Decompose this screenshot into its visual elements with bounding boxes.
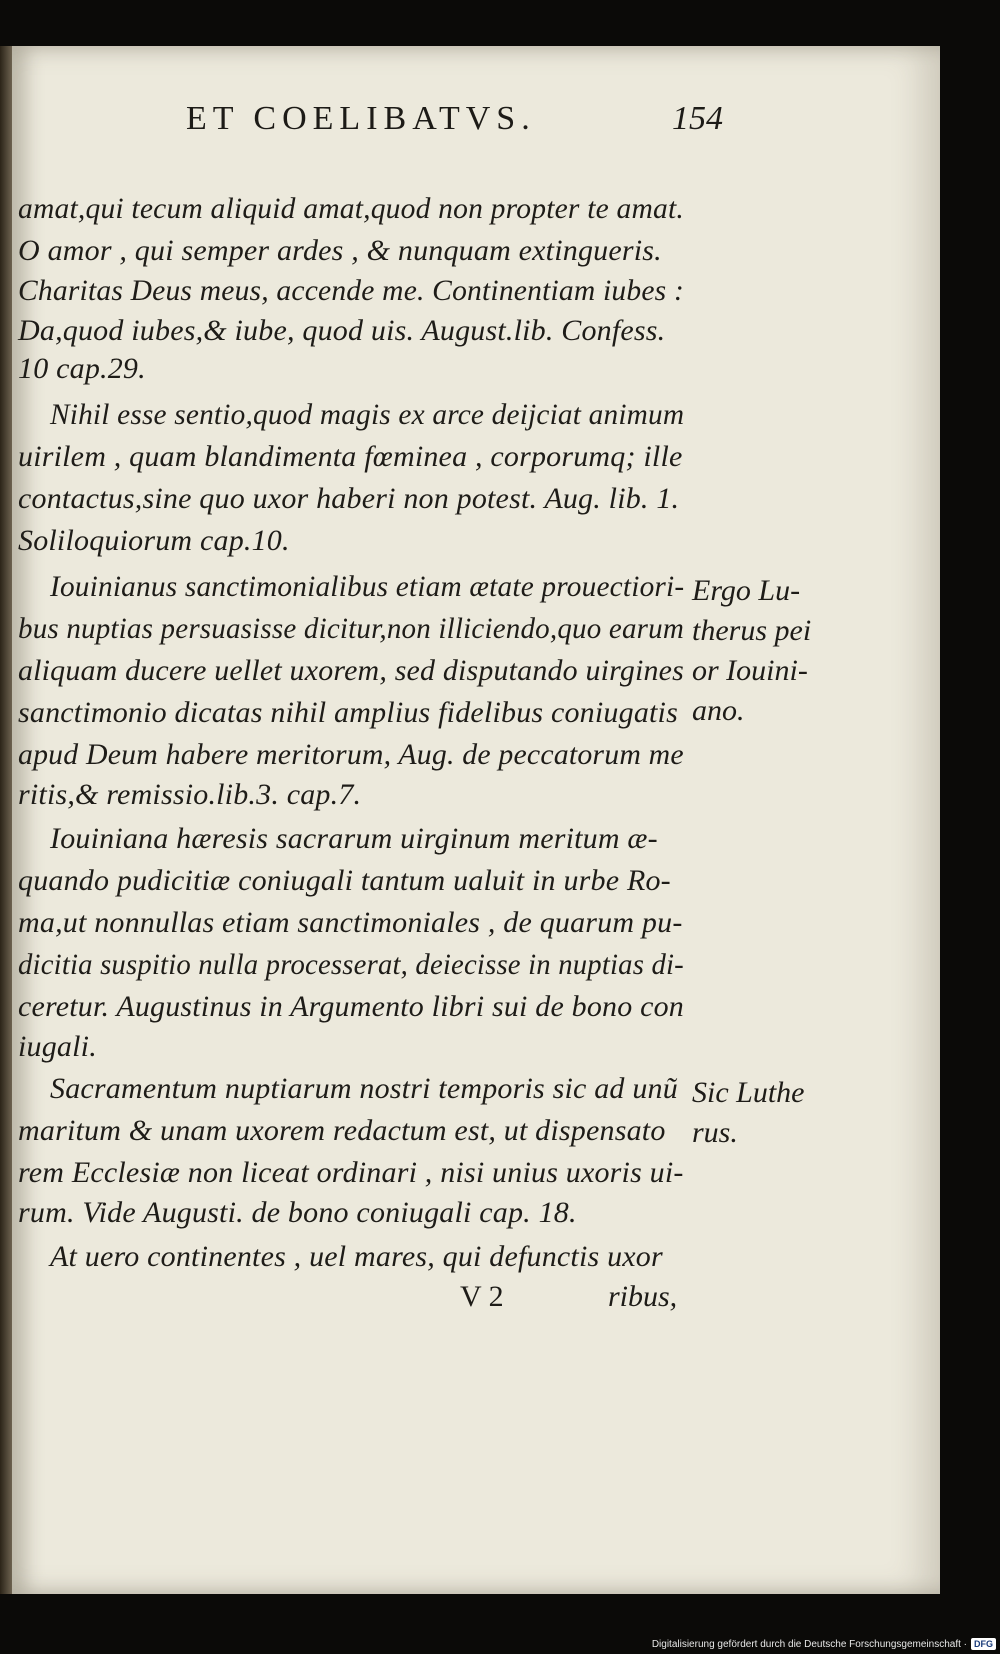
text-line: uirilem , quam blandimenta fœminea , corporumq; ille [18,440,683,473]
text-line: bus nuptias persuasisse dicitur,non illiciendo,quo earum [18,612,684,645]
margin-note-line: Sic Luthe [692,1076,805,1109]
book-page-scan [12,46,940,1594]
text-line: Iouinianus sanctimonialibus etiam ætate prouectiori- [50,570,685,603]
text-line: iugali. [18,1030,97,1063]
text-line: Sacramentum nuptiarum nostri temporis sic ad unũ [50,1072,678,1105]
dfg-logo: DFG [971,1638,996,1650]
text-line: rum. Vide Augusti. de bono coniugali cap. 18. [18,1196,577,1229]
catchword: ribus, [608,1280,678,1313]
text-line: quando pudicitiæ coniugali tantum ualuit in urbe Ro- [18,864,671,897]
margin-note-line: therus pei [692,614,812,647]
margin-note-line: or Iouini- [692,654,808,687]
text-line: rem Ecclesiæ non liceat ordinari , nisi unius uxoris ui- [18,1156,684,1189]
text-line: ritis,& remissio.lib.3. cap.7. [18,778,362,811]
text-line: Iouiniana hæresis sacrarum uirginum meritum æ- [50,822,658,855]
margin-note-line: ano. [692,694,745,727]
text-line: Soliloquiorum cap.10. [18,524,290,557]
text-line: Nihil esse sentio,quod magis ex arce deijciat animum [50,398,685,431]
credit-text: Digitalisierung gefördert durch die Deutsche Forschungsgemeinschaft · [651,1638,967,1650]
text-line: 10 cap.29. [18,352,146,385]
text-line: contactus,sine quo uxor haberi non potest. Aug. lib. 1. [18,482,680,515]
text-line: amat,qui tecum aliquid amat,quod non propter te amat. [18,192,684,225]
margin-note-line: Ergo Lu- [692,574,801,607]
text-line: Charitas Deus meus, accende me. Continentiam iubes : [18,274,684,307]
margin-note-line: rus. [692,1116,738,1149]
text-line: ma,ut nonnullas etiam sanctimoniales , de quarum pu- [18,906,683,939]
text-line: apud Deum habere meritorum, Aug. de peccatorum me [18,738,684,771]
text-line: sanctimonio dicatas nihil amplius fidelibus coniugatis [18,696,678,729]
text-line: maritum & unam uxorem redactum est, ut dispensato [18,1114,666,1147]
text-line: O amor , qui semper ardes , & nunquam extingueris. [18,234,662,267]
running-head: ET COELIBATVS. [186,100,536,137]
page-number: 154 [672,100,723,137]
signature-mark: V 2 [460,1280,504,1313]
text-line: At uero continentes , uel mares, qui defunctis uxor [50,1240,663,1273]
page-spine-shadow [0,46,12,1594]
text-line: ceretur. Augustinus in Argumento libri sui de bono con [18,990,684,1023]
page-content [12,46,940,1594]
text-line: dicitia suspitio nulla processerat, deiecisse in nuptias di- [18,948,684,981]
text-line: aliquam ducere uellet uxorem, sed disputando uirgines [18,654,684,687]
text-line: Da,quod iubes,& iube, quod uis. August.lib. Confess. [18,314,666,347]
digitization-credit [652,1638,996,1650]
